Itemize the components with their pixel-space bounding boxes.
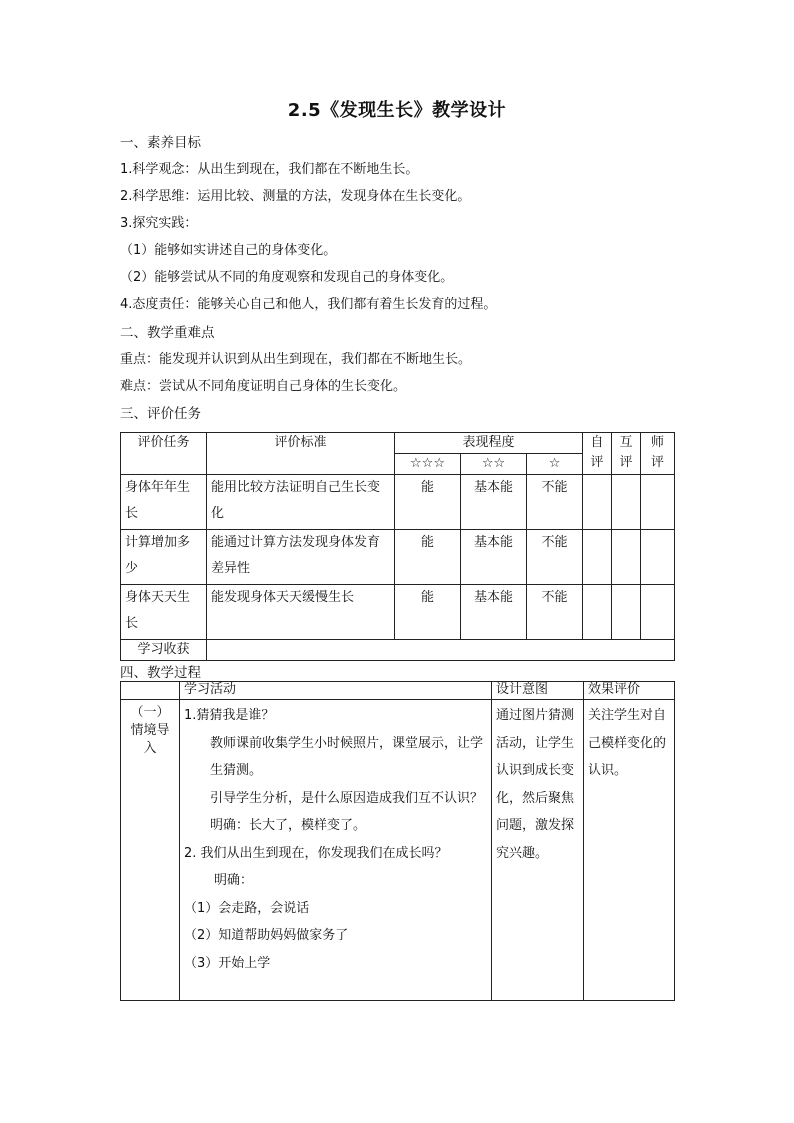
header-activity: 学习活动: [180, 682, 492, 700]
row-level2: 基本能: [461, 585, 527, 640]
table-header-row: [121, 682, 675, 700]
activity-line: 明确：长大了，模样变了。: [210, 818, 367, 833]
header-stage-cell: [121, 682, 180, 700]
goal-item: 4.态度责任：能够关心自己和他人，我们都有着生长发育的过程。: [120, 297, 497, 312]
row-level1: 不能: [527, 530, 583, 585]
row-level2: 基本能: [461, 475, 527, 530]
row-level2: 基本能: [461, 530, 527, 585]
harvest-cell: [207, 640, 675, 661]
section-heading-goals: 一、素养目标: [120, 135, 201, 151]
goal-item: 1.科学观念：从出生到现在，我们都在不断地生长。: [120, 162, 419, 177]
header-star3: ☆☆☆: [395, 454, 461, 475]
row-peer-cell: [612, 585, 641, 640]
keypoint-item: 难点：尝试从不同角度证明自己身体的生长变化。: [120, 379, 407, 394]
activity-line: （1）会走路，会说话: [184, 900, 310, 916]
row-teacher-cell: [641, 530, 675, 585]
goal-item: 2.科学思维：运用比较、测量的方法，发现身体在生长变化。: [120, 189, 471, 204]
row-standard: 能用比较方法证明自己生长变化: [207, 475, 395, 530]
stage-label: （一）情境导入: [121, 700, 180, 1001]
table-row: [121, 475, 675, 530]
header-star2: ☆☆: [461, 454, 527, 475]
header-effect: 效果评价: [584, 682, 675, 700]
row-level1: 不能: [527, 475, 583, 530]
header-star1: ☆: [527, 454, 583, 475]
activity-line: （3）开始上学: [184, 955, 271, 971]
activity-line: 教师课前收集学生小时候照片，课堂展示，让学生猜测。: [210, 735, 484, 778]
activity-line: （2）知道帮助妈妈做家务了: [184, 928, 349, 943]
row-teacher-cell: [641, 475, 675, 530]
goal-item: 3.探究实践：: [120, 216, 198, 231]
header-teacher: 师评: [641, 433, 675, 475]
evaluation-table: [120, 432, 675, 661]
intent-cell: 通过图片猜测活动，让学生认识到成长变化，然后聚焦问题，激发探究兴趣。: [492, 700, 584, 1001]
row-peer-cell: [612, 475, 641, 530]
row-level1: 不能: [527, 585, 583, 640]
goal-item: （1）能够如实讲述自己的身体变化。: [120, 243, 337, 258]
row-task: 计算增加多少: [121, 530, 207, 585]
activity-line: 1.猜猜我是谁？: [184, 708, 275, 723]
goal-item: （2）能够尝试从不同的角度观察和发现自己的身体变化。: [120, 270, 454, 285]
process-table: [120, 681, 675, 1001]
page-title: 2.5《发现生长》教学设计: [287, 100, 507, 121]
header-standard: 评价标准: [207, 433, 395, 475]
row-task: 身体年年生长: [121, 475, 207, 530]
harvest-row: [121, 640, 675, 661]
section-heading-process: 四、教学过程: [120, 665, 201, 681]
row-level3: 能: [395, 585, 461, 640]
activity-line: 2. 我们从出生到现在，你发现我们在成长吗？: [184, 845, 448, 861]
row-standard: 能发现身体天天缓慢生长: [207, 585, 395, 640]
table-row: [121, 585, 675, 640]
section-heading-eval: 三、评价任务: [120, 406, 201, 422]
row-level3: 能: [395, 530, 461, 585]
activity-line: 引导学生分析，是什么原因造成我们互不认识？: [210, 790, 484, 806]
effect-cell: 关注学生对自己模样变化的认识。: [584, 700, 675, 1001]
table-header-row: [121, 433, 675, 454]
header-intent: 设计意图: [492, 682, 584, 700]
keypoint-item: 重点：能发现并认识到从出生到现在，我们都在不断地生长。: [120, 352, 472, 367]
row-standard: 能通过计算方法发现身体发育差异性: [207, 530, 395, 585]
row-teacher-cell: [641, 585, 675, 640]
row-level3: 能: [395, 475, 461, 530]
header-peer: 互评: [612, 433, 641, 475]
activity-cell: [180, 700, 492, 1001]
header-task: 评价任务: [121, 433, 207, 475]
section-heading-keypoints: 二、教学重难点: [120, 325, 215, 341]
row-self-cell: [583, 585, 612, 640]
header-level: 表现程度: [395, 433, 583, 454]
row-task: 身体天天生长: [121, 585, 207, 640]
activity-line: 明确：: [214, 873, 254, 888]
table-row: [121, 700, 675, 1001]
header-self: 自评: [583, 433, 612, 475]
row-peer-cell: [612, 530, 641, 585]
row-self-cell: [583, 530, 612, 585]
row-self-cell: [583, 475, 612, 530]
harvest-label: 学习收获: [121, 640, 207, 661]
table-row: [121, 530, 675, 585]
